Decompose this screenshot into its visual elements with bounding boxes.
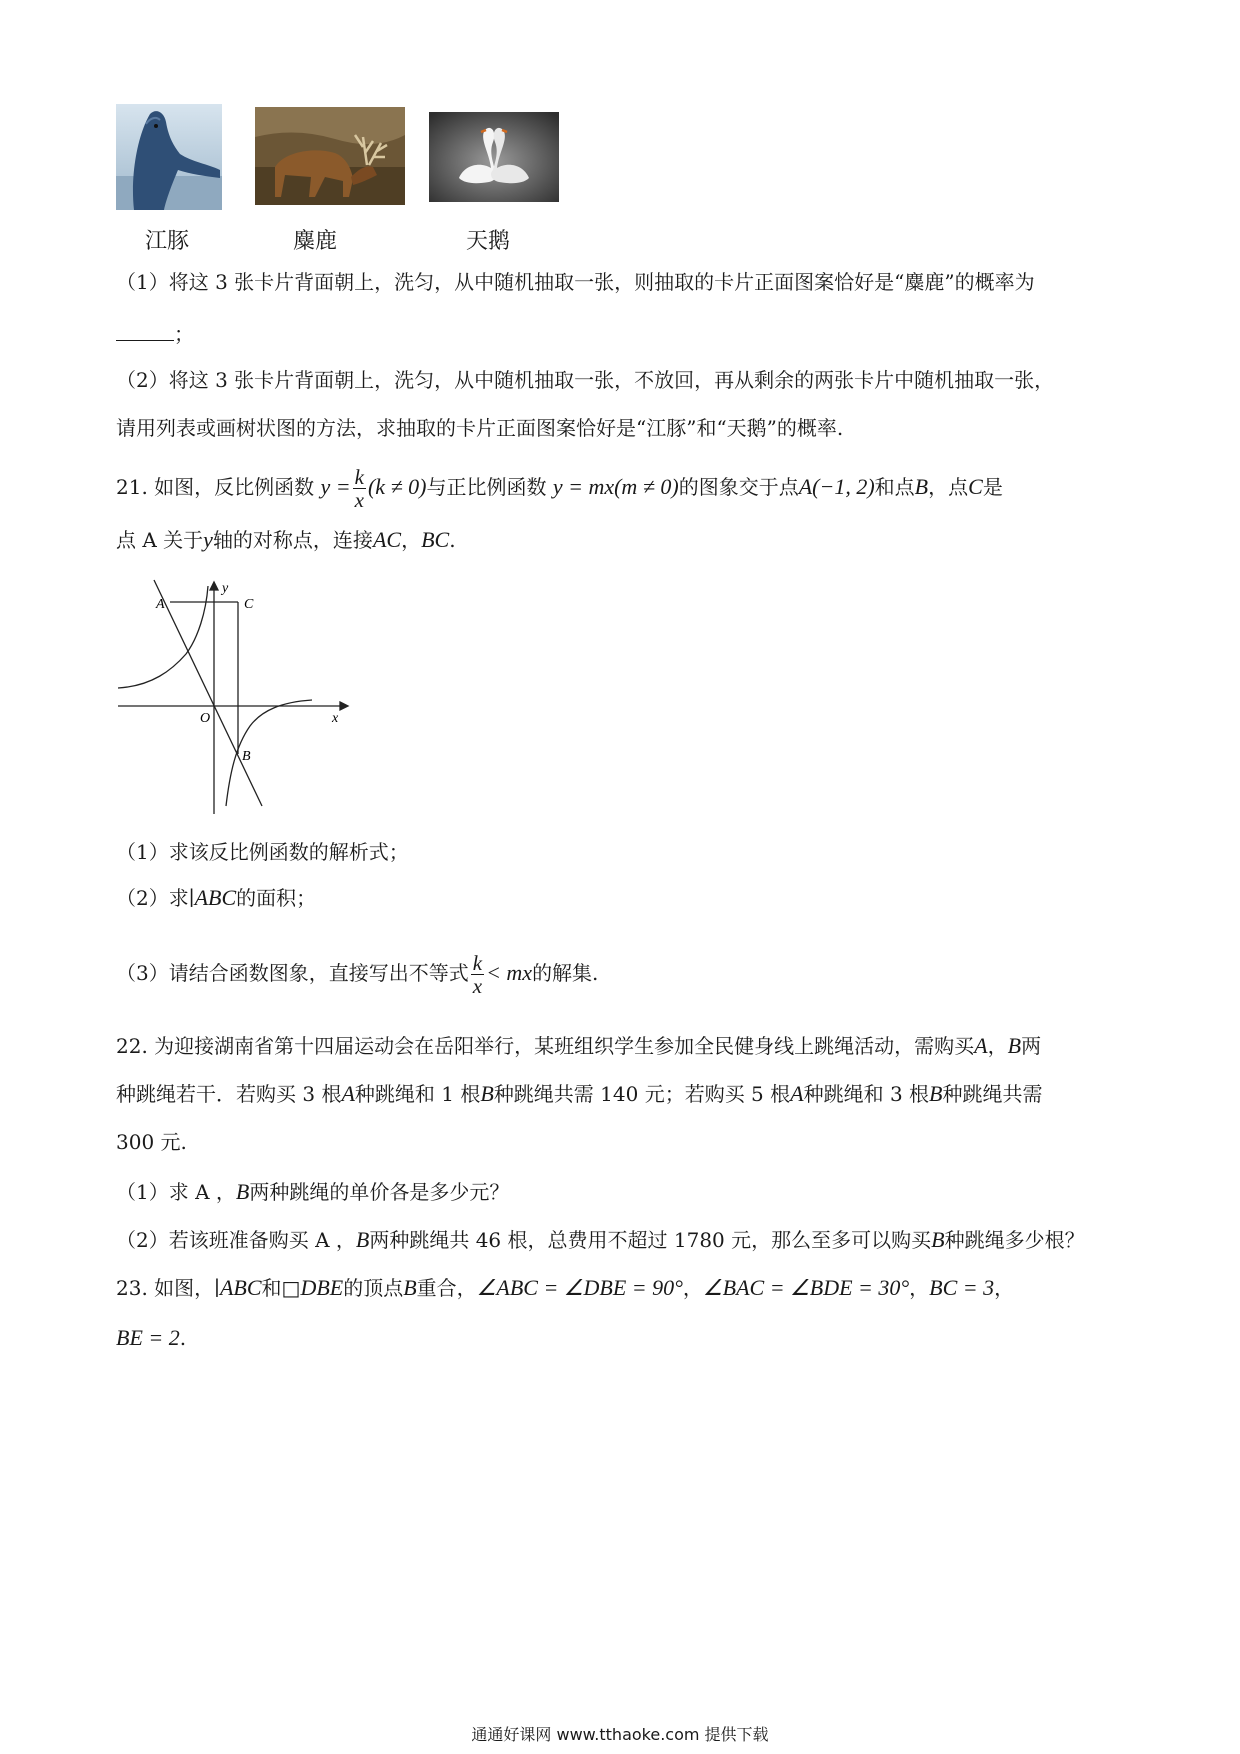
q22-q2a: （2）若该班准备购买 A ，: [116, 1228, 356, 1252]
box-symbol: □: [281, 1276, 301, 1300]
q22-q2b: 两种跳绳共 46 根，总费用不超过 1780 元，那么至多可以购买: [369, 1228, 932, 1252]
point-b-label: B: [914, 474, 929, 499]
point-c-label: C: [968, 474, 983, 499]
card-caption-swan: 天鹅: [466, 229, 511, 254]
q21-sub3: [116, 944, 598, 1002]
dolphin-photo: [116, 104, 222, 210]
q23-line2: [116, 1324, 186, 1352]
q23-comma3: ，: [994, 1276, 1015, 1300]
q21-sub3-a: （3）请结合函数图象，直接写出不等式: [116, 961, 469, 985]
function-graph: [112, 578, 352, 818]
q22-line3: [116, 1128, 187, 1156]
fraction-denominator: x: [354, 488, 364, 512]
q21-sub1-text: （1）求该反比例函数的解析式；: [116, 840, 409, 864]
q21-intro: 21. 如图，反比例函数: [116, 475, 315, 499]
q21-y-eq: y =: [320, 474, 351, 499]
q22-l2d: 种跳绳和 3 根: [803, 1082, 930, 1106]
q21-cond-k: (k ≠ 0): [367, 474, 427, 499]
y-axis-arrow: [210, 582, 218, 590]
q20-part2-text2: 请用列表或画树状图的方法，求抽取的卡片正面图案恰好是“江豚”和“天鹅”的概率.: [116, 416, 844, 440]
graph-label-c: C: [244, 597, 254, 612]
graph-label-a: A: [156, 597, 165, 612]
page-footer: 通通好课网 www.tthaoke.com 提供下载: [471, 1725, 769, 1744]
q22-line1: [116, 1032, 1041, 1060]
q21-sub3-b: 的解集.: [532, 961, 599, 985]
q22-l1c: 两: [1021, 1034, 1042, 1058]
q21-comma: ，: [401, 528, 422, 552]
inequality-rhs: < mx: [486, 960, 533, 985]
q20-part2-line1: [116, 366, 1054, 394]
q21-sub1: [116, 838, 409, 866]
triangle-abc-23: ABC: [219, 1275, 262, 1300]
ineq-denominator: x: [472, 974, 483, 998]
q20-part1-line2: [116, 320, 194, 348]
q22-l3: 300 元.: [116, 1130, 187, 1154]
q22-l2b: 种跳绳和 1 根: [354, 1082, 481, 1106]
segment-bc: BC: [421, 527, 450, 552]
q23-l1d: 重合，: [416, 1276, 477, 1300]
graph-label-x: x: [332, 711, 339, 726]
card-caption-dolphin: 江豚: [145, 229, 190, 254]
q22-q2c: 种跳绳多少根？: [944, 1228, 1085, 1252]
answer-blank: [116, 322, 174, 341]
q21-linear-eq: y = mx: [552, 474, 615, 499]
q21-text4: 和点: [874, 475, 915, 499]
q22-l1a: 22. 为迎接湖南省第十四届运动会在岳阳举行，某班组织学生参加全民健身线上跳绳活动，需购买: [116, 1034, 975, 1058]
q22-l2e: 种跳绳共需: [942, 1082, 1043, 1106]
q22-line2: [116, 1080, 1043, 1108]
rope-b-4: B: [235, 1179, 250, 1204]
x-axis-arrow: [340, 702, 348, 710]
rope-a-2: A: [341, 1081, 355, 1106]
q21-cond-m: (m ≠ 0): [614, 474, 679, 499]
q23-comma2: ，: [909, 1276, 930, 1300]
q20-part1-line1: [116, 268, 1035, 296]
q21-stem-line1: [116, 458, 1003, 516]
angle-eq-1: ∠ABC = ∠DBE = 90°: [476, 1275, 683, 1300]
q22-l2a: 种跳绳若干．若购买 3 根: [116, 1082, 342, 1106]
q23-l1b: 和: [261, 1276, 282, 1300]
hyperbola-branch-lower: [226, 700, 312, 806]
q21-text5: ，点: [928, 475, 969, 499]
deer-photo: [255, 107, 405, 205]
rope-b-2: B: [480, 1081, 494, 1106]
angle-eq-2: ∠BAC = ∠BDE = 30°: [702, 1275, 910, 1300]
q21-sub2-a: （2）求: [116, 886, 189, 910]
q21-sub2: [116, 884, 316, 912]
q21-l2a: 点 A 关于: [116, 528, 204, 552]
q22-sub1: [116, 1178, 509, 1206]
triangle-dbe: DBE: [300, 1275, 344, 1300]
swans-photo: [429, 112, 559, 202]
length-bc: BC = 3: [929, 1275, 995, 1300]
rope-b-3: B: [929, 1081, 943, 1106]
line-through-origin: [154, 580, 262, 806]
fraction-k-over-x: [353, 466, 366, 511]
q22-l2c: 种跳绳共需 140 元；若购买 5 根: [493, 1082, 791, 1106]
q23-comma1: ，: [682, 1276, 703, 1300]
q21-l2b: 轴的对称点，连接: [212, 528, 373, 552]
ineq-numerator: k: [472, 951, 483, 975]
q21-text3: 的图象交于点: [678, 475, 799, 499]
q22-l1b: ，: [987, 1034, 1008, 1058]
q23-line1: [116, 1274, 1014, 1302]
rope-b-6: B: [931, 1227, 945, 1252]
q21-text6: 是: [982, 475, 1003, 499]
q21-text2: 与正比例函数: [426, 475, 547, 499]
y-axis-label: y: [203, 527, 213, 552]
rope-b-5: B: [355, 1227, 370, 1252]
q22-q1a: （1）求 A ，: [116, 1180, 236, 1204]
rope-a-3: A: [790, 1081, 804, 1106]
q21-dot: .: [449, 528, 456, 552]
q22-q1b: 两种跳绳的单价各是多少元？: [249, 1180, 510, 1204]
vertex-b: B: [403, 1275, 417, 1300]
rope-b: B: [1007, 1033, 1022, 1058]
point-a-coords: A(−1, 2): [798, 474, 875, 499]
q23-dot: .: [179, 1326, 187, 1350]
fraction-numerator: k: [354, 465, 364, 489]
q23-l1a: 23. 如图，∣: [116, 1276, 220, 1300]
q21-sub2-b: 的面积；: [236, 886, 317, 910]
q21-stem-line2: [116, 526, 456, 554]
triangle-symbol: ∣: [188, 886, 195, 910]
q20-part1-text: （1）将这 3 张卡片背面朝上，洗匀，从中随机抽取一张，则抽取的卡片正面图案恰好是“麋鹿”的概率为: [116, 270, 1035, 294]
graph-label-y: y: [222, 581, 229, 596]
rope-a: A: [974, 1033, 988, 1058]
fraction-k-over-x-ineq: [471, 952, 484, 997]
q20-part2-line2: [116, 414, 843, 442]
q20-part1-end: ；: [174, 322, 194, 346]
length-be: BE = 2: [116, 1325, 180, 1350]
q20-part2-text: （2）将这 3 张卡片背面朝上，洗匀，从中随机抽取一张，不放回，再从剩余的两张卡片中随机抽取一张，: [116, 368, 1055, 392]
graph-label-b: B: [242, 749, 251, 764]
segment-ac: AC: [372, 527, 402, 552]
card-caption-deer: 麋鹿: [293, 229, 338, 254]
q23-l1c: 的顶点: [343, 1276, 404, 1300]
triangle-abc: ABC: [194, 885, 237, 910]
q22-sub2: [116, 1226, 1085, 1254]
graph-label-origin: O: [200, 711, 211, 726]
